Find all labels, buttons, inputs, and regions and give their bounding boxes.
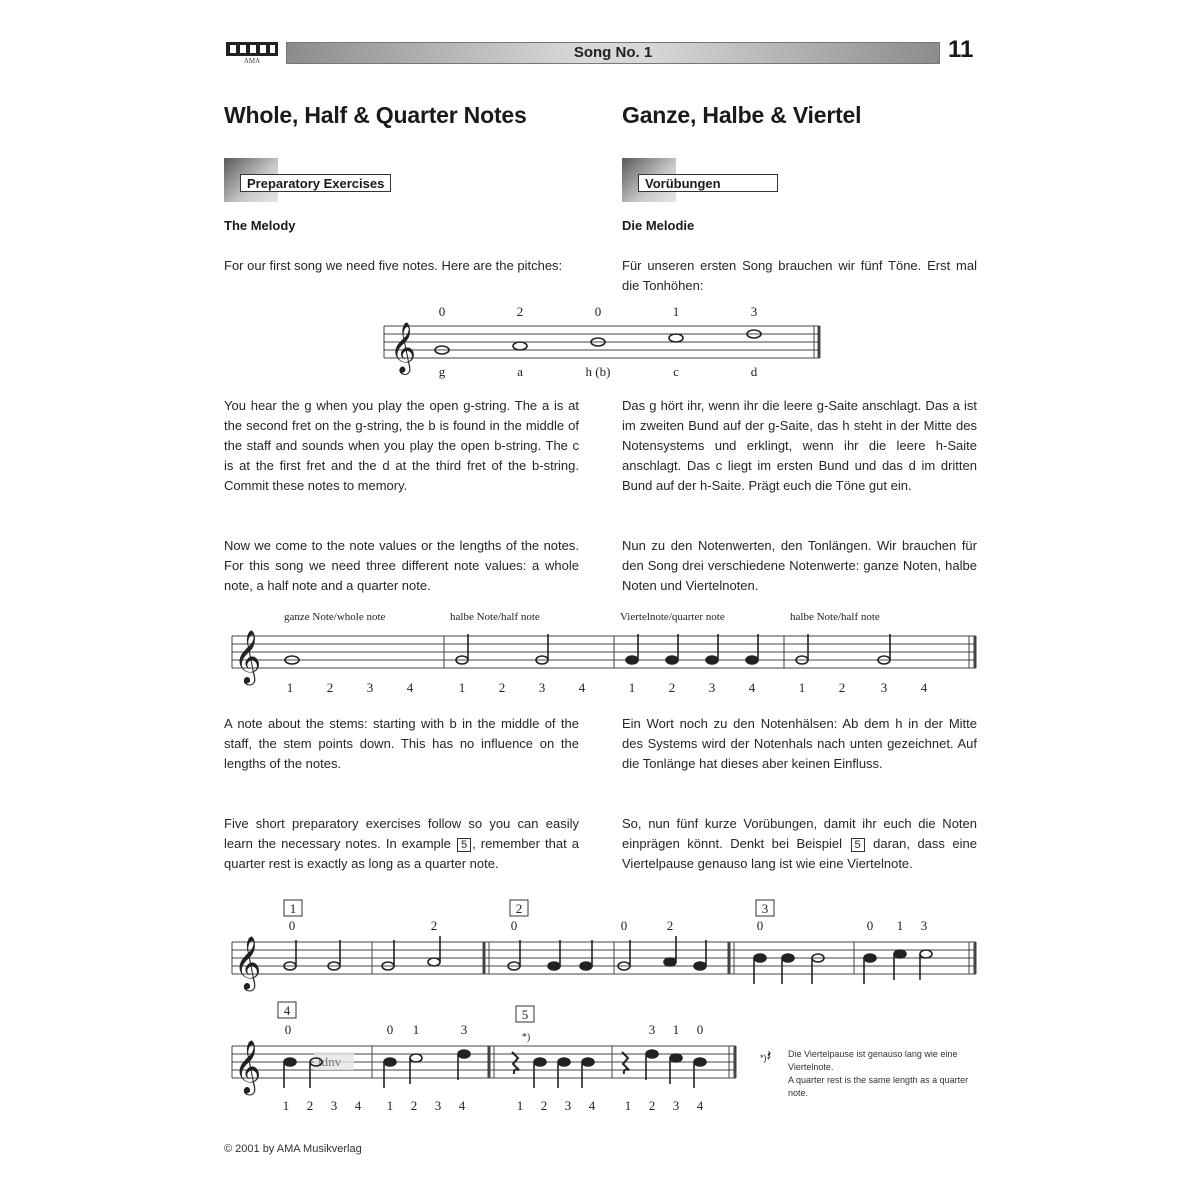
- beat-count: 4: [696, 1098, 704, 1113]
- beat-count: 1: [386, 1098, 394, 1113]
- beat-count: 4: [578, 680, 586, 695]
- beat-count: 1: [628, 680, 636, 695]
- exercise-number: 5: [521, 1007, 529, 1022]
- rest-footnote-mark: *): [521, 1032, 531, 1043]
- beat-count: 3: [538, 680, 546, 695]
- exercises-row-1: [224, 896, 984, 992]
- footnote-german: Die Viertelpause ist genauso lang wie eine Viertelnote.: [788, 1049, 958, 1072]
- left-subhead: The Melody: [224, 218, 296, 233]
- left-p5-before: Five short preparatory exercises follow so you can easily learn the necessary notes. In example: [224, 816, 579, 851]
- beat-count: 2: [838, 680, 846, 695]
- left-paragraph-1: For our first song we need five notes. Here are the pitches:: [224, 258, 563, 273]
- logo-graphic: [226, 42, 278, 64]
- beat-count: 2: [410, 1098, 418, 1113]
- logo-text: AMA: [243, 57, 261, 64]
- watermark-text: idnv: [318, 1054, 342, 1069]
- fret-label: 2: [430, 918, 438, 933]
- fret-label: 2: [666, 918, 674, 933]
- fret-label: 0: [756, 918, 764, 933]
- beat-count: 2: [326, 680, 334, 695]
- beat-count: 1: [624, 1098, 632, 1113]
- quarter-note: [626, 656, 638, 664]
- beat-count: 1: [282, 1098, 290, 1113]
- rest-glyph-icon: 𝄽: [766, 1046, 772, 1065]
- right-subhead: Die Melodie: [622, 218, 695, 233]
- beat-count: 2: [540, 1098, 548, 1113]
- example-5-mark: 5: [851, 838, 865, 852]
- fret-label: 1: [896, 918, 904, 933]
- left-paragraph-2: You hear the g when you play the open g-string. The a is at the second fret on the g-string, the b is found in the middle of the staff and sounds when you play the open b-string. The c is at the first fret and the d at the third fret of the b-string. Commit these notes to memory.: [224, 398, 579, 493]
- beat-count: 3: [564, 1098, 572, 1113]
- right-heading: Ganze, Halbe & Viertel: [622, 102, 862, 128]
- right-p5-after: daran, dass eine Viertelpause genauso lang ist wie eine Viertelnote.: [622, 836, 977, 871]
- page-number: 11: [948, 36, 974, 63]
- left-paragraph-4: A note about the stems: starting with b in the middle of the staff, the stem points down. This has no influence on the lengths of the notes.: [224, 716, 579, 771]
- fret-label: 0: [510, 918, 518, 933]
- beat-count: 4: [920, 680, 928, 695]
- left-box-label: Preparatory Exercises: [240, 174, 391, 192]
- beat-count: 1: [516, 1098, 524, 1113]
- beat-count: 4: [748, 680, 756, 695]
- left-p5-after: , remember that a quarter rest is exactly as long as a quarter note.: [224, 836, 579, 871]
- exercise-number: 3: [761, 901, 769, 916]
- beat-count: 4: [406, 680, 414, 695]
- beat-count: 3: [366, 680, 374, 695]
- note-value-label: ganze Note/whole note: [284, 611, 386, 623]
- left-section-box: [224, 158, 424, 202]
- quarter-rest-footnote-icon: [760, 1046, 771, 1066]
- beat-count: 2: [668, 680, 676, 695]
- exercise-number: 1: [289, 901, 297, 916]
- left-paragraph-5: [224, 814, 579, 874]
- beat-count: 3: [672, 1098, 680, 1113]
- beat-count: 1: [286, 680, 294, 695]
- quarter-note: [706, 656, 718, 664]
- quarter-rest-icon: [622, 1052, 629, 1074]
- quarter-note: [746, 656, 758, 664]
- fret-label: 0: [594, 304, 602, 319]
- note-a: [513, 342, 527, 350]
- right-box-label: Vorübungen: [638, 174, 778, 192]
- fret-label: 0: [866, 918, 874, 933]
- ama-logo: [226, 42, 278, 64]
- pitch-name: g: [438, 364, 446, 379]
- fret-label: 0: [288, 918, 296, 933]
- exercise-number: 4: [283, 1003, 291, 1018]
- note-value-label: halbe Note/half note: [790, 611, 880, 623]
- fret-label: 0: [386, 1022, 394, 1037]
- beat-count: 3: [708, 680, 716, 695]
- footnote-english: A quarter rest is the same length as a quarter note.: [788, 1075, 969, 1098]
- fret-label: 2: [516, 304, 524, 319]
- pitch-name: d: [750, 364, 758, 379]
- fret-label: 0: [438, 304, 446, 319]
- fret-label: 0: [284, 1022, 292, 1037]
- fret-label: 1: [672, 1022, 680, 1037]
- beat-count: 2: [498, 680, 506, 695]
- footnote: [788, 1048, 983, 1100]
- right-section-box: [622, 158, 792, 202]
- note-value-label: halbe Note/half note: [450, 611, 540, 623]
- fret-label: 0: [620, 918, 628, 933]
- beat-count: 1: [458, 680, 466, 695]
- left-paragraph-3: Now we come to the note values or the lengths of the notes. For this song we need three different note values: a whole note, a half note and a quarter note.: [224, 538, 579, 593]
- beat-count: 4: [458, 1098, 466, 1113]
- song-title: Song No. 1: [573, 44, 653, 61]
- header-bar: [286, 42, 940, 64]
- exercises-row-2: [224, 1000, 744, 1120]
- left-heading: Whole, Half & Quarter Notes: [224, 102, 527, 128]
- fret-label: 3: [460, 1022, 468, 1037]
- fret-label: 0: [696, 1022, 704, 1037]
- example-5-mark: 5: [457, 838, 471, 852]
- beat-count: 4: [588, 1098, 596, 1113]
- right-paragraph-3: Nun zu den Notenwerten, den Tonlängen. Wir brauchen für den Song drei verschiedene Notenwerte: ganze Noten, halbe Noten und Viertelnoten.: [622, 538, 977, 593]
- note-value-label: Viertelnote/quarter note: [620, 611, 725, 623]
- treble-clef-icon: 𝄞: [234, 631, 262, 682]
- note-values-staff: [224, 606, 984, 698]
- right-p5-before: So, nun fünf kurze Vorübungen, damit ihr euch die Noten einprägen könnt. Denkt bei Beispiel: [622, 816, 977, 851]
- beat-count: 3: [434, 1098, 442, 1113]
- fret-label: 3: [750, 304, 758, 319]
- beat-count: 2: [648, 1098, 656, 1113]
- right-paragraph-2: Das g hört ihr, wenn ihr die leere g-Saite anschlagt. Das a ist im zweiten Bund auf der g-Saite, das h steht in der Mitte des Notensystems und erklingt, wenn ihr die leere h-Saite anschlagt. Das c liegt im ersten Bund und das d im dritten Bund auf der h-Saite. Prägt euch die Töne gut ein.: [622, 398, 977, 493]
- pitch-name: h (b): [585, 364, 611, 379]
- beat-count: 4: [354, 1098, 362, 1113]
- fret-label: 1: [672, 304, 680, 319]
- right-paragraph-4: Ein Wort noch zu den Notenhälsen: Ab dem h in der Mitte des Systems wird der Notenhals nach unten gezeichnet. Auf die Tonlänge hat dieses aber keinen Einfluss.: [622, 716, 977, 771]
- fret-label: 1: [412, 1022, 420, 1037]
- treble-clef-icon: 𝄞: [390, 323, 417, 372]
- beat-count: 3: [330, 1098, 338, 1113]
- beat-count: 3: [880, 680, 888, 695]
- quarter-rest-icon: [512, 1052, 519, 1074]
- beat-count: 1: [798, 680, 806, 695]
- right-paragraph-5: [622, 814, 977, 874]
- footnote-mark: *): [760, 1053, 767, 1063]
- pitch-name: c: [673, 364, 679, 379]
- note-c: [669, 334, 683, 342]
- beat-count: 2: [306, 1098, 314, 1113]
- fret-label: 3: [648, 1022, 656, 1037]
- fret-label: 3: [920, 918, 928, 933]
- quarter-note: [666, 656, 678, 664]
- treble-clef-icon: 𝄞: [234, 1041, 262, 1092]
- copyright: © 2001 by AMA Musikverlag: [224, 1143, 362, 1155]
- exercise-number: 2: [515, 901, 523, 916]
- pitch-name: a: [517, 364, 523, 379]
- treble-clef-icon: 𝄞: [234, 937, 262, 988]
- right-paragraph-1: Für unseren ersten Song brauchen wir fünf Töne. Erst mal die Tonhöhen:: [622, 258, 977, 293]
- pitch-staff: [380, 300, 830, 382]
